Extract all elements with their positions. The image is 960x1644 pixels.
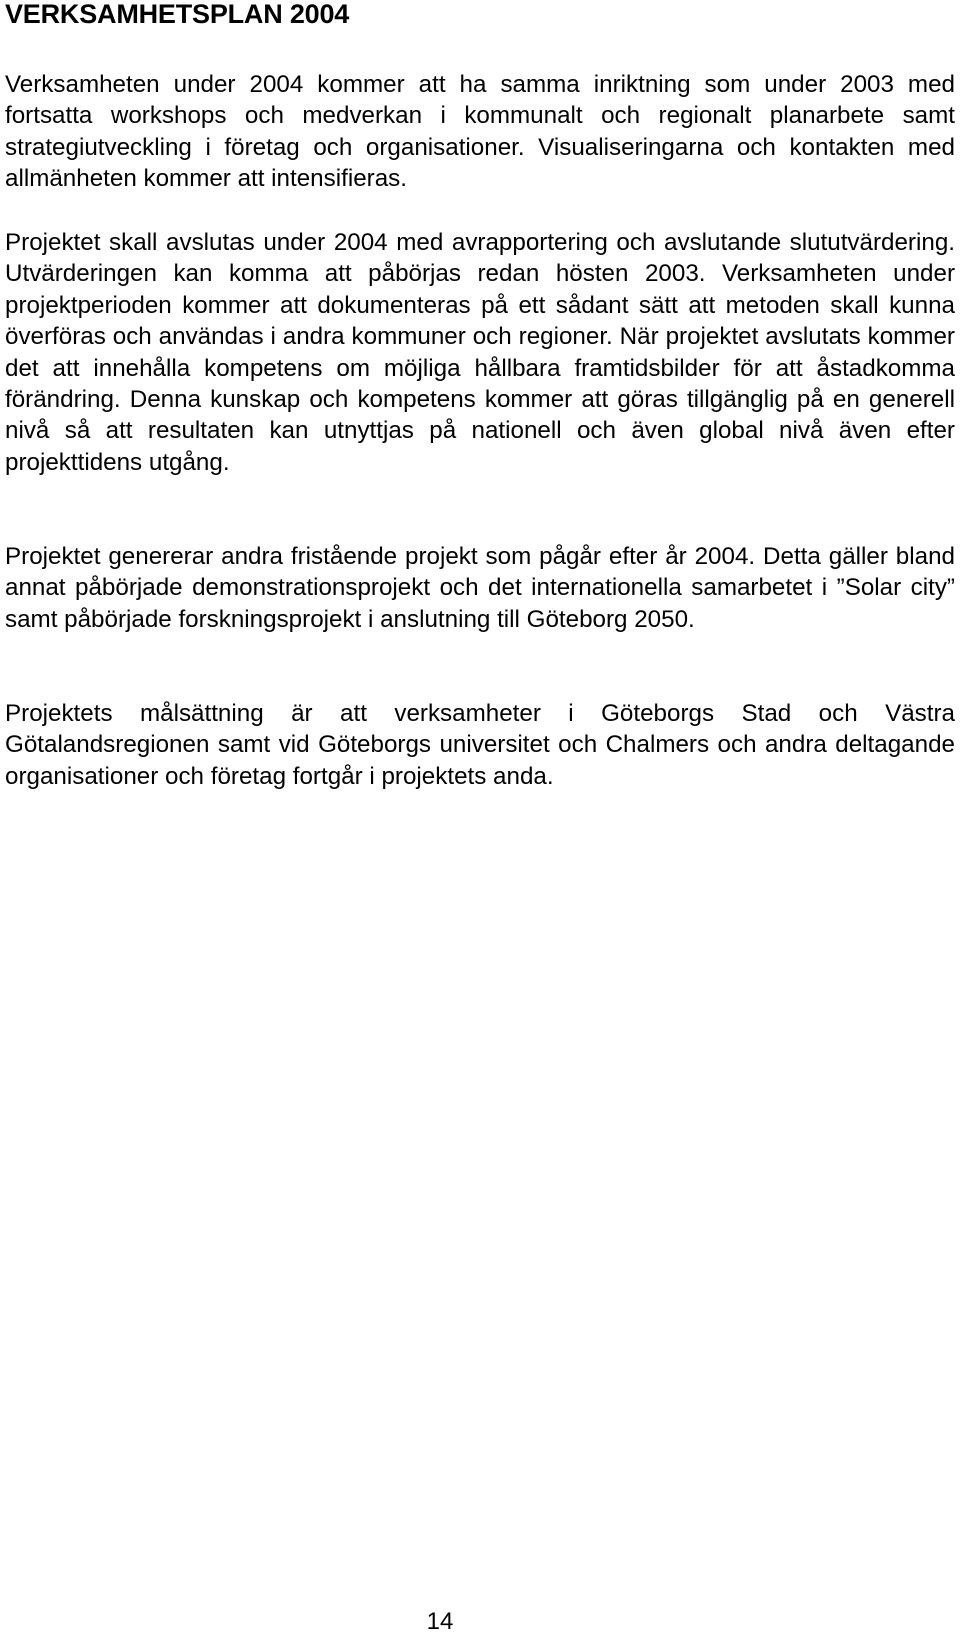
paragraph-activities-2004: Verksamheten under 2004 kommer att ha samma inriktning som under 2003 med fortsatta workshops och medverkan i kommunalt och regionalt planarbete samt strategiutveckling i företag och organisationer. Visualiseringarna och kontakten med allmänheten kommer att intensifieras. — [5, 71, 955, 193]
paragraph-spin-off-projects: Projektet genererar andra fristående projekt som pågår efter år 2004. Detta gäller bland annat påbörjade demonstrationsprojekt och det internationella samarbetet i ”Solar city” samt påbörjade forskningsprojekt i anslutning till Göteborg 2050. — [5, 543, 955, 633]
paragraph-project-conclusion: Projektet skall avslutas under 2004 med avrapportering och avslutande slututvärdering. Utvärderingen kan komma att påbörjas redan hösten 2003. Verksamheten under projektperioden kommer att dokumenteras på ett sådant sätt att metoden skall kunna överföras och användas i andra kommuner och regioner. När projektet avslutats kommer det att innehålla kompetens om möjliga hållbara framtidsbilder för att åstadkomma förändring. Denna kunskap och kompetens kommer att göras tillgänglig på en generell nivå så att resultaten kan utnyttjas på nationell och även global nivå även efter projekttidens utgång. — [5, 229, 955, 476]
paragraph-project-goal: Projektets målsättning är att verksamheter i Göteborgs Stad och Västra Götalandsregionen samt vid Göteborgs universitet och Chalmers och andra deltagande organisationer och företag fortgår i projektets anda. — [5, 700, 955, 790]
page-number: 14 — [426, 1608, 454, 1635]
page-title: VERKSAMHETSPLAN 2004 — [5, 0, 350, 29]
